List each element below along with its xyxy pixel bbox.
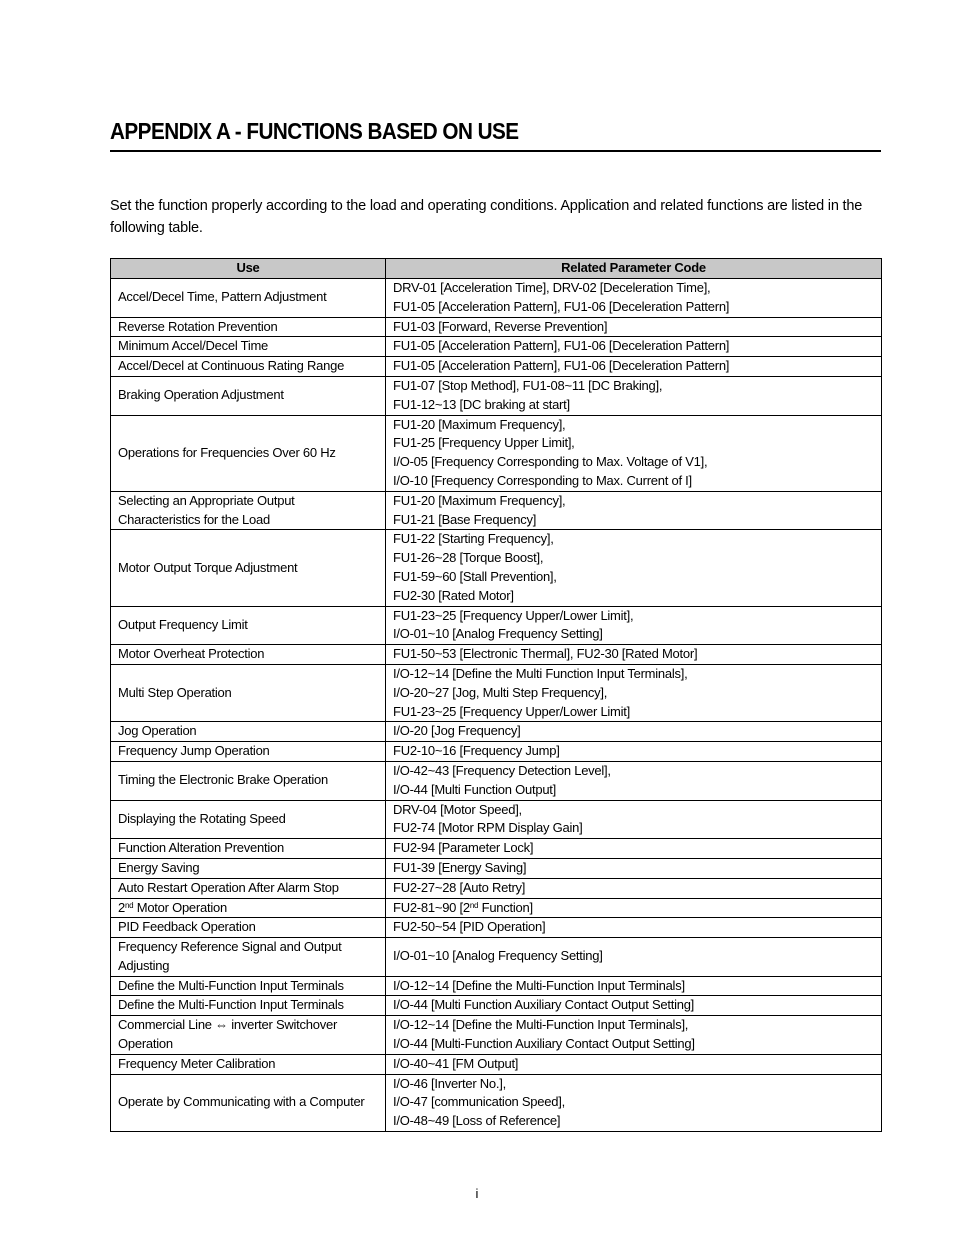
table-row [111, 976, 882, 996]
table-row [111, 839, 882, 859]
parameter-code-line: FU2-94 [Parameter Lock] [393, 840, 534, 856]
parameter-code-line: FU2-27~28 [Auto Retry] [393, 879, 526, 895]
use-cell [111, 742, 386, 762]
parameter-code-line: I/O-12~14 [Define the Multi-Function Input Terminals] [393, 977, 685, 993]
use-text: Accel/Decel at Continuous Rating Range [118, 358, 345, 374]
table-row [111, 742, 882, 762]
table-row [111, 898, 882, 918]
use-text: Motor Operation [133, 899, 227, 915]
parameter-code-line: I/O-44 [Multi Function Output] [393, 781, 557, 797]
parameter-code-line: I/O-01~10 [Analog Frequency Setting] [393, 948, 603, 964]
use-text: Reverse Rotation Prevention [118, 318, 278, 334]
parameter-code-cell [386, 376, 882, 415]
use-cell [111, 898, 386, 918]
parameter-code-line: I/O-20 [Jog Frequency] [393, 723, 521, 739]
table-row [111, 938, 882, 977]
use-cell [111, 858, 386, 878]
table-row [111, 1054, 882, 1074]
parameter-code-line: I/O-44 [Multi Function Auxiliary Contact Output Setting] [393, 997, 695, 1013]
parameter-code-line: I/O-40~41 [FM Output] [393, 1055, 519, 1071]
parameter-code-cell [386, 858, 882, 878]
table-row [111, 664, 882, 721]
parameter-code-line: FU1-05 [Acceleration Pattern], FU1-06 [Deceleration Pattern] [393, 298, 730, 314]
use-text: Commercial Line ⇔ inverter Switchover Operation [118, 1017, 338, 1052]
use-cell [111, 878, 386, 898]
parameter-table [110, 258, 882, 1132]
parameter-code-line: FU1-39 [Energy Saving] [393, 859, 527, 875]
parameter-code-cell [386, 878, 882, 898]
parameter-code-cell [386, 722, 882, 742]
header-related-parameter-code: Related Parameter Code [386, 259, 882, 279]
intro-paragraph: Set the function properly according to the load and operating conditions. Application and related functions are listed in the following table. [110, 198, 863, 236]
parameter-code-line: FU1-22 [Starting Frequency], [393, 531, 554, 547]
use-cell [111, 800, 386, 839]
use-cell [111, 918, 386, 938]
use-text: Auto Restart Operation After Alarm Stop [118, 879, 339, 895]
use-cell [111, 996, 386, 1016]
parameter-code-cell [386, 664, 882, 721]
use-text: Accel/Decel Time, Pattern Adjustment [118, 289, 327, 305]
use-text: Function Alteration Prevention [118, 840, 284, 856]
parameter-code-cell [386, 279, 882, 318]
parameter-code-cell [386, 1016, 882, 1055]
parameter-code-line: FU1-05 [Acceleration Pattern], FU1-06 [Deceleration Pattern] [393, 338, 730, 354]
parameter-code-cell [386, 606, 882, 645]
parameter-code-line: DRV-01 [Acceleration Time], DRV-02 [Deceleration Time], [393, 280, 711, 295]
code-text: Function] [478, 899, 533, 915]
parameter-code-line: I/O-01~10 [Analog Frequency Setting] [393, 626, 603, 642]
table-row [111, 415, 882, 491]
use-text: Braking Operation Adjustment [118, 387, 284, 403]
parameter-code-line: FU1-12~13 [DC braking at start] [393, 396, 570, 412]
use-text: Define the Multi-Function Input Terminals [118, 977, 344, 993]
parameter-code-cell [386, 1054, 882, 1074]
parameter-code-cell [386, 645, 882, 665]
parameter-code-line: FU2-50~54 [PID Operation] [393, 919, 546, 935]
use-text: 2 [118, 899, 125, 915]
parameter-code-line: FU1-59~60 [Stall Prevention], [393, 568, 557, 584]
use-cell [111, 415, 386, 491]
use-text: Frequency Meter Calibration [118, 1055, 276, 1071]
table-row [111, 337, 882, 357]
table-row [111, 1074, 882, 1131]
parameter-code-line: I/O-12~14 [Define the Multi-Function Input Terminals], [393, 1017, 689, 1033]
table-row [111, 491, 882, 530]
table-row [111, 996, 882, 1016]
parameter-code-line: I/O-42~43 [Frequency Detection Level], [393, 762, 611, 778]
parameter-code-line: I/O-10 [Frequency Corresponding to Max. Current of I] [393, 472, 692, 488]
use-text: Minimum Accel/Decel Time [118, 338, 269, 354]
page-number: i [475, 1186, 479, 1201]
table-row [111, 918, 882, 938]
use-text: Output Frequency Limit [118, 616, 248, 632]
use-text: PID Feedback Operation [118, 919, 256, 935]
parameter-code-line: FU1-25 [Frequency Upper Limit], [393, 435, 575, 451]
parameter-code-cell [386, 357, 882, 377]
parameter-code-line: FU1-26~28 [Torque Boost], [393, 550, 544, 566]
parameter-code-line: FU1-21 [Base Frequency] [393, 511, 537, 527]
use-cell [111, 337, 386, 357]
parameter-code-line: I/O-12~14 [Define the Multi Function Input Terminals], [393, 665, 688, 681]
parameter-code-cell [386, 898, 882, 918]
use-cell [111, 279, 386, 318]
use-cell [111, 357, 386, 377]
use-cell [111, 976, 386, 996]
table-row [111, 761, 882, 800]
parameter-code-line: FU1-07 [Stop Method], FU1-08~11 [DC Braking], [393, 377, 663, 393]
parameter-code-line: FU1-23~25 [Frequency Upper/Lower Limit], [393, 607, 634, 623]
parameter-code-line: I/O-20~27 [Jog, Multi Step Frequency], [393, 684, 608, 700]
parameter-code-cell [386, 976, 882, 996]
page-title: APPENDIX A - FUNCTIONS BASED ON USE [110, 118, 519, 144]
parameter-code-cell [386, 491, 882, 530]
parameter-code-line: I/O-44 [Multi-Function Auxiliary Contact Output Setting] [393, 1036, 695, 1052]
use-cell [111, 530, 386, 606]
use-text: Define the Multi-Function Input Terminals [118, 997, 344, 1013]
table-header-row [111, 259, 882, 279]
parameter-code-cell [386, 996, 882, 1016]
parameter-code-line: FU2-10~16 [Frequency Jump] [393, 743, 560, 759]
table-row [111, 530, 882, 606]
ordinal-suffix: nd [469, 900, 479, 910]
use-cell [111, 938, 386, 977]
table-row [111, 800, 882, 839]
ordinal-suffix: nd [124, 900, 134, 910]
table-row [111, 376, 882, 415]
parameter-code-cell [386, 337, 882, 357]
table-row [111, 645, 882, 665]
use-text: Energy Saving [118, 859, 200, 875]
use-text: Selecting an Appropriate Output Characteristics for the Load [118, 492, 295, 527]
parameter-code-line: DRV-04 [Motor Speed], [393, 801, 522, 817]
parameter-code-cell [386, 415, 882, 491]
parameter-code-cell [386, 317, 882, 337]
use-text: Displaying the Rotating Speed [118, 810, 286, 826]
table-row [111, 317, 882, 337]
title-underline [110, 150, 881, 152]
parameter-code-cell [386, 761, 882, 800]
parameter-code-cell [386, 530, 882, 606]
use-text: Motor Output Torque Adjustment [118, 559, 298, 575]
table-row [111, 606, 882, 645]
table-body [111, 279, 882, 1132]
use-cell [111, 839, 386, 859]
use-text: Jog Operation [118, 723, 197, 739]
parameter-code-line: I/O-05 [Frequency Corresponding to Max. Voltage of V1], [393, 454, 708, 470]
table-row [111, 279, 882, 318]
parameter-code-cell [386, 839, 882, 859]
parameter-code-cell [386, 800, 882, 839]
use-cell [111, 1016, 386, 1055]
parameter-code-line: I/O-47 [communication Speed], [393, 1094, 565, 1110]
parameter-code-line: FU1-50~53 [Electronic Thermal], FU2-30 [Rated Motor] [393, 646, 698, 662]
use-cell [111, 491, 386, 530]
parameter-code-line: I/O-48~49 [Loss of Reference] [393, 1113, 561, 1129]
use-text: Operations for Frequencies Over 60 Hz [118, 444, 336, 460]
parameter-code-line: I/O-46 [Inverter No.], [393, 1075, 506, 1091]
parameter-code-cell [386, 1074, 882, 1131]
use-cell [111, 722, 386, 742]
parameter-code-cell [386, 938, 882, 977]
use-text: Timing the Electronic Brake Operation [118, 772, 328, 788]
table-row [111, 1016, 882, 1055]
table-row [111, 357, 882, 377]
parameter-code-line: FU1-23~25 [Frequency Upper/Lower Limit] [393, 703, 631, 719]
use-cell [111, 606, 386, 645]
parameter-code-cell [386, 918, 882, 938]
parameter-code-cell [386, 742, 882, 762]
parameter-code-line [393, 899, 874, 918]
parameter-code-line: FU1-20 [Maximum Frequency], [393, 492, 566, 508]
code-text: FU2-81~90 [2 [393, 899, 470, 915]
use-cell [111, 317, 386, 337]
use-cell [111, 664, 386, 721]
use-text: Frequency Reference Signal and Output Adjusting [118, 939, 342, 973]
parameter-code-line: FU2-74 [Motor RPM Display Gain] [393, 820, 583, 836]
table-row [111, 858, 882, 878]
table-row [111, 878, 882, 898]
use-text: Multi Step Operation [118, 684, 232, 700]
use-text: Operate by Communicating with a Computer [118, 1094, 365, 1110]
use-text: Frequency Jump Operation [118, 743, 270, 759]
table-row [111, 722, 882, 742]
use-cell [111, 376, 386, 415]
use-text: Motor Overheat Protection [118, 646, 265, 662]
parameter-code-line: FU2-30 [Rated Motor] [393, 587, 514, 603]
use-cell [111, 645, 386, 665]
use-cell [111, 1074, 386, 1131]
header-use: Use [111, 259, 386, 279]
use-cell [111, 1054, 386, 1074]
parameter-code-line: FU1-03 [Forward, Reverse Prevention] [393, 318, 608, 334]
use-cell [111, 761, 386, 800]
parameter-code-line: FU1-20 [Maximum Frequency], [393, 416, 566, 432]
parameter-code-line: FU1-05 [Acceleration Pattern], FU1-06 [Deceleration Pattern] [393, 358, 730, 374]
